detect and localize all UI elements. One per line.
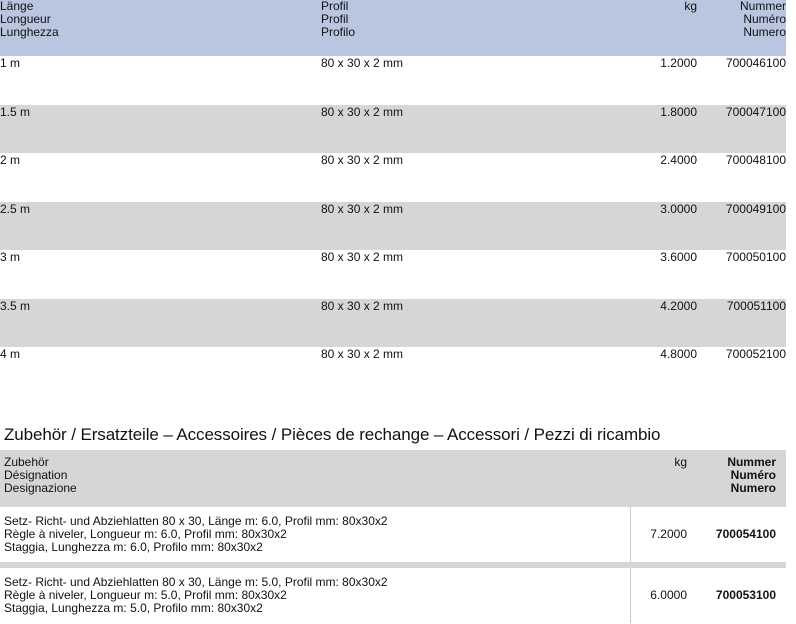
cell-kg: 1.8000	[660, 104, 697, 119]
cell-number: 700050100	[725, 250, 786, 264]
cell-length: 2 m	[0, 153, 21, 167]
table-row	[0, 250, 786, 299]
description-line-fr: Règle à niveler, Longueur m: 6.0, Profil mm: 80x30x2	[4, 527, 287, 541]
header-description	[0, 450, 630, 507]
cell-profile: 80 x 30 x 2 mm	[321, 298, 404, 313]
header-number	[697, 0, 786, 56]
cell-kg: 3.6000	[660, 250, 697, 264]
header-kg: kg	[674, 455, 687, 469]
product-table-header	[0, 0, 786, 56]
cell-profile: 80 x 30 x 2 mm	[321, 56, 404, 70]
description-line-fr: Règle à niveler, Longueur m: 5.0, Profil mm: 80x30x2	[4, 588, 287, 602]
accessories-title: Zubehör / Ersatzteile – Accessoires / Pièces de rechange – Accessori / Pezzi di ricambio	[4, 425, 661, 444]
cell-profile: 80 x 30 x 2 mm	[321, 201, 404, 216]
cell-description	[0, 568, 630, 623]
table-row	[0, 568, 786, 623]
table-row	[0, 202, 786, 251]
header-profile	[321, 0, 567, 56]
cell-kg: 6.0000	[630, 568, 697, 623]
header-number-de: Nummer	[727, 455, 776, 469]
cell-number: 700046100	[725, 56, 786, 70]
cell-kg: 4.8000	[660, 347, 697, 361]
accessories-table	[0, 450, 786, 623]
cell-number: 700051100	[726, 298, 786, 313]
cell-length: 3 m	[0, 250, 21, 264]
header-number-de: Nummer	[739, 0, 786, 13]
header-number-fr: Numéro	[743, 12, 786, 26]
cell-profile: 80 x 30 x 2 mm	[321, 153, 404, 167]
cell-number: 700049100	[725, 201, 786, 216]
cell-number: 700052100	[725, 347, 786, 361]
header-number-it: Numero	[743, 25, 786, 39]
description-line-de: Setz- Richt- und Abziehlatten 80 x 30, Länge m: 5.0, Profil mm: 80x30x2	[4, 575, 388, 589]
cell-profile: 80 x 30 x 2 mm	[321, 104, 404, 119]
cell-kg: 1.2000	[660, 56, 697, 70]
header-profile-fr: Profil	[321, 12, 349, 26]
table-row	[0, 507, 786, 562]
header-number-fr: Numéro	[730, 468, 776, 482]
cell-length: 1.5 m	[0, 104, 31, 119]
header-number	[697, 450, 786, 507]
header-description-it: Designazione	[4, 481, 77, 495]
cell-length: 2.5 m	[0, 201, 31, 216]
cell-kg: 7.2000	[630, 507, 697, 562]
table-row	[0, 56, 786, 105]
description-line-it: Staggia, Lunghezza m: 5.0, Profilo mm: 80x30x2	[4, 601, 263, 615]
cell-kg: 3.0000	[660, 201, 697, 216]
header-length	[0, 0, 321, 56]
cell-number: 700054100	[715, 527, 776, 541]
header-number-it: Numero	[730, 481, 776, 495]
cell-description	[0, 507, 630, 562]
description-line-de: Setz- Richt- und Abziehlatten 80 x 30, Länge m: 6.0, Profil mm: 80x30x2	[4, 514, 388, 528]
cell-kg: 2.4000	[660, 153, 697, 167]
header-profile-de: Profil	[321, 0, 349, 13]
cell-length: 1 m	[0, 56, 21, 70]
cell-length: 3.5 m	[0, 298, 31, 313]
cell-length: 4 m	[0, 347, 21, 361]
header-description-fr: Désignation	[4, 468, 68, 482]
header-length-it: Lunghezza	[0, 25, 59, 39]
cell-kg: 4.2000	[660, 298, 697, 313]
cell-profile: 80 x 30 x 2 mm	[321, 347, 404, 361]
header-profile-it: Profilo	[321, 25, 356, 39]
table-row	[0, 153, 786, 202]
cell-number: 700047100	[725, 104, 786, 119]
header-description-de: Zubehör	[4, 455, 49, 469]
cell-number: 700053100	[715, 588, 776, 602]
table-row	[0, 105, 786, 154]
table-row	[0, 299, 786, 348]
cell-number: 700048100	[725, 153, 786, 167]
header-kg: kg	[684, 0, 697, 13]
description-line-it: Staggia, Lunghezza m: 6.0, Profilo mm: 80x30x2	[4, 540, 263, 554]
cell-profile: 80 x 30 x 2 mm	[321, 250, 404, 264]
header-length-de: Länge	[0, 0, 34, 13]
table-row	[0, 347, 786, 396]
accessories-table-header	[0, 450, 786, 507]
header-length-fr: Longueur	[0, 12, 51, 26]
